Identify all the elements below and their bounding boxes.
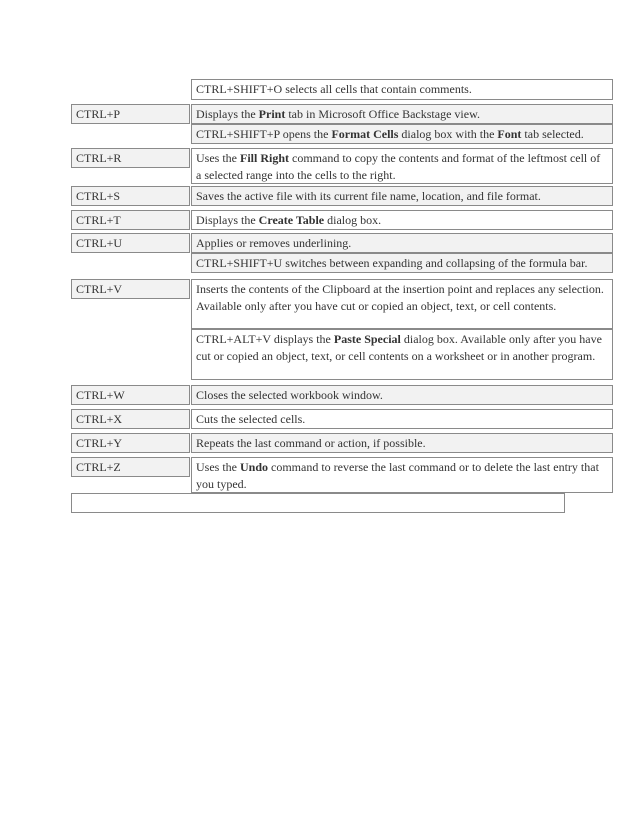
desc-seg: Displays the xyxy=(196,213,259,227)
desc-bold: Print xyxy=(258,107,286,121)
description-ctrl-s xyxy=(191,186,613,206)
shortcut-key-label: CTRL+U xyxy=(76,236,123,250)
shortcut-key-label: CTRL+S xyxy=(76,189,121,203)
desc-seg: Displays the xyxy=(196,107,259,121)
desc-seg: tab in Microsoft Office Backstage view. xyxy=(285,107,480,121)
desc-seg: CTRL+SHIFT+U switches between expanding and collapsing of the formula bar. xyxy=(196,256,588,270)
shortcut-key-ctrl-y xyxy=(71,433,190,453)
shortcut-key-label: CTRL+Y xyxy=(76,436,123,450)
desc-seg: Inserts the contents of the Clipboard at the insertion point and replaces any selection. Available only after you have cut or copied an object, text, or cell contents. xyxy=(196,282,604,313)
desc-seg: dialog box. xyxy=(324,213,382,227)
desc-seg: CTRL+ALT+V displays the xyxy=(196,332,334,346)
description-ctrl-shift-u xyxy=(191,253,613,273)
desc-bold: Font xyxy=(497,127,522,141)
shortcut-key-label: CTRL+W xyxy=(76,388,125,402)
shortcut-key-label: CTRL+P xyxy=(76,107,121,121)
desc-bold: Fill Right xyxy=(240,151,290,165)
shortcut-key-ctrl-z xyxy=(71,457,190,477)
description-ctrl-x xyxy=(191,409,613,429)
description-ctrl-shift-p xyxy=(191,124,613,144)
desc-seg: Cuts the selected cells. xyxy=(196,412,306,426)
description-ctrl-z xyxy=(191,457,613,493)
description-ctrl-t xyxy=(191,210,613,230)
description-ctrl-r xyxy=(191,148,613,184)
desc-seg: CTRL+SHIFT+O selects all cells that contain comments. xyxy=(196,82,472,96)
shortcut-key-ctrl-w xyxy=(71,385,190,405)
shortcut-key-label: CTRL+Z xyxy=(76,460,121,474)
description-ctrl-p xyxy=(191,104,613,124)
desc-bold: Create Table xyxy=(258,213,325,227)
description-ctrl-y xyxy=(191,433,613,453)
desc-bold: Paste Special xyxy=(333,332,401,346)
desc-seg: command to copy the contents and format of the leftmost cell of a selected range into the cells to the right. xyxy=(196,151,601,182)
shortcut-key-ctrl-x xyxy=(71,409,190,429)
desc-bold: Undo xyxy=(240,460,269,474)
shortcut-key-ctrl-t xyxy=(71,210,190,230)
desc-seg: Closes the selected workbook window. xyxy=(196,388,383,402)
shortcut-key-label: CTRL+T xyxy=(76,213,121,227)
desc-seg: Saves the active file with its current file name, location, and file format. xyxy=(196,189,541,203)
desc-seg: Uses the xyxy=(196,151,240,165)
description-ctrl-alt-v xyxy=(191,329,613,380)
shortcut-key-ctrl-s xyxy=(71,186,190,206)
shortcut-key-ctrl-p xyxy=(71,104,190,124)
description-ctrl-w xyxy=(191,385,613,405)
shortcut-key-label: CTRL+X xyxy=(76,412,123,426)
shortcut-key-ctrl-u xyxy=(71,233,190,253)
desc-seg: dialog box with the xyxy=(398,127,498,141)
desc-seg: tab selected. xyxy=(521,127,584,141)
desc-seg: Applies or removes underlining. xyxy=(196,236,352,250)
desc-bold: Format Cells xyxy=(331,127,399,141)
desc-seg: command to reverse the last command or to delete the last entry that you typed. xyxy=(196,460,599,491)
shortcut-key-ctrl-r xyxy=(71,148,190,168)
description-ctrl-o-shift xyxy=(191,79,613,100)
empty-table-row xyxy=(71,493,565,513)
desc-seg: dialog box. Available only after you have cut or copied an object, text, or cell contents on a worksheet or in another program. xyxy=(196,332,602,363)
shortcut-key-label: CTRL+V xyxy=(76,282,123,296)
shortcut-key-label: CTRL+R xyxy=(76,151,122,165)
shortcut-key-ctrl-v xyxy=(71,279,190,299)
description-ctrl-v xyxy=(191,279,613,329)
desc-seg: Repeats the last command or action, if possible. xyxy=(196,436,426,450)
desc-seg: CTRL+SHIFT+P opens the xyxy=(196,127,332,141)
desc-seg: Uses the xyxy=(196,460,240,474)
description-ctrl-u xyxy=(191,233,613,253)
